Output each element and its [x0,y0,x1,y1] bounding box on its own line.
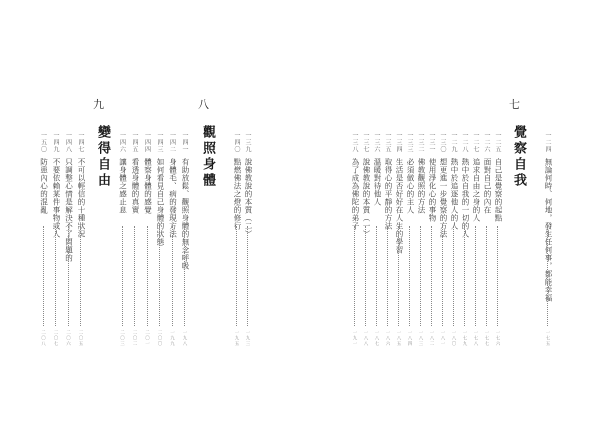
entry-title: 只調整心情是解決不了問題的 [64,158,74,262]
entry-page: 二〇六 [65,330,71,347]
leader-dots [409,226,410,326]
leader-dots [172,226,173,326]
leader-dots [354,226,355,326]
leader-dots [236,226,237,326]
leader-dots [464,226,465,326]
entry-number: 一三一 [428,132,435,153]
entry-title: 身體毛、病的發現方法 [168,158,178,238]
entry-page: 一八〇 [451,330,456,347]
leader-dots [431,226,432,326]
leader-dots [420,226,421,326]
entry-page: 一八一 [440,330,445,347]
entry-number: 一五〇 [39,132,47,153]
entry-title: 追求自由之身的人 [472,158,481,222]
entry-title: 生活是否好好在人生的學習 [395,158,404,254]
entry-page: 一八八 [363,330,368,347]
entry-title: 看透身體的真實 [131,158,140,214]
entry-number: 一四七 [77,132,84,153]
part-title: 覺察自我 [511,125,526,189]
entry-page: 二〇〇 [157,330,162,347]
leader-dots [497,226,498,326]
entry-number: 一二七 [472,132,479,153]
entry-page: 一八七 [374,330,379,347]
leader-dots [486,226,487,326]
entry-title: 為了成為佛陀的弟子 [351,158,360,230]
entry-title: 不要依賴某件事物或人 [52,158,61,238]
entry-title: 有助放鬆、觀照身體的無念呼吸 [181,158,190,270]
entry-number: 一二九 [450,132,457,153]
part-title: 變得自由 [95,125,110,189]
entry-page: 一九九 [169,330,175,347]
leader-dots [365,226,366,326]
leader-dots [80,226,81,326]
leader-dots [547,226,548,326]
entry-number: 一三五 [384,132,391,153]
part-number: 九 [93,98,104,111]
part-number: 七 [509,98,520,111]
entry-page: 一七九 [462,330,467,347]
entry-title: 熱中於追逐他人的人 [450,158,459,230]
entry-title: 面對自己的內在 [483,158,492,214]
entry-number: 一三二 [417,132,424,153]
entry-title: 說佛教說的本質（一） [362,158,371,238]
entry-page: 一九五 [234,330,239,347]
entry-number: 一二八 [461,132,468,153]
leader-dots [147,226,148,326]
leader-dots [453,226,454,326]
leader-dots [159,226,160,326]
entry-page: 一九三 [245,330,250,347]
entry-page: 一九一 [352,330,357,347]
entry-page: 二〇二 [132,330,137,347]
entry-number: 一三八 [351,132,358,153]
entry-page: 一七六 [495,330,500,347]
entry-title: 使用淨化心的事物 [428,158,437,222]
entry-page: 一七五 [545,330,550,347]
entry-number: 一四五 [131,132,138,153]
entry-title: 無論何時、何地，發生任何事，都能幸福 [544,158,553,302]
entry-page: 一八三 [418,330,423,347]
right-page [300,0,600,442]
entry-title: 如何看見自己身體的狀態 [156,158,165,246]
entry-page: 二〇一 [144,330,150,347]
entry-number: 一二五 [494,132,501,153]
entry-number: 一四八 [64,132,72,153]
entry-page: 一八六 [385,330,390,347]
entry-title: 熱中於自我的一切的人 [461,158,470,238]
entry-title: 讓身體之感止息 [118,158,128,214]
leader-dots [387,226,388,326]
leader-dots [376,226,377,326]
entry-page: 二〇八 [40,330,46,347]
leader-dots [122,226,123,326]
entry-page: 一九八 [182,330,187,347]
entry-number: 一四一 [181,132,188,153]
entry-number: 一二四 [544,132,551,153]
entry-number: 一三〇 [439,132,446,153]
leader-dots [184,226,185,326]
entry-number: 一四三 [156,132,163,153]
entry-page: 一七七 [484,330,489,347]
leader-dots [475,226,476,326]
leader-dots [55,226,56,326]
entry-page: 二〇七 [53,330,58,347]
entry-page: 一八五 [396,330,401,347]
entry-title: 佛教觀照的方法 [417,158,426,214]
entry-number: 一二六 [483,132,490,153]
leader-dots [247,226,248,326]
entry-title: 防患內心的混亂 [39,158,49,214]
entry-number: 一四九 [52,132,59,153]
entry-page: 二〇三 [119,330,125,347]
leader-dots [398,226,399,326]
entry-page: 一八二 [429,330,434,347]
entry-page: 一八四 [407,330,412,347]
entry-title: 體察身體的感覺 [143,158,153,214]
part-number: 八 [198,98,209,111]
entry-title: 自己是覺察的起點 [494,158,503,222]
entry-number: 一三三 [406,132,413,153]
entry-title: 必須做心的主人 [406,158,415,214]
entry-number: 一三七 [362,132,369,153]
entry-page: 二〇五 [78,330,83,347]
entry-title: 不可以輕信的十種狀況 [77,158,86,238]
entry-number: 一三四 [395,132,402,153]
entry-number: 一三九 [244,132,251,153]
leader-dots [442,226,443,326]
entry-page: 一七八 [473,330,478,347]
leader-dots [43,226,44,326]
entry-title: 想更進一步覺察的方法 [439,158,448,238]
leader-dots [68,226,69,326]
entry-title: 取得心的平靜的方法 [384,158,393,230]
entry-number: 一四六 [118,132,126,153]
entry-number: 一三六 [373,132,380,153]
entry-title: 說佛教說的本質（二） [244,158,253,238]
entry-title: 溫暖對待他人 [373,158,382,206]
leader-dots [134,226,135,326]
entry-title: 點燃佛法之燈的修行 [233,158,242,230]
entry-number: 一四四 [143,132,151,153]
entry-number: 一四二 [168,132,176,153]
entry-number: 一四〇 [233,132,240,153]
part-title: 觀照身體 [200,125,215,189]
